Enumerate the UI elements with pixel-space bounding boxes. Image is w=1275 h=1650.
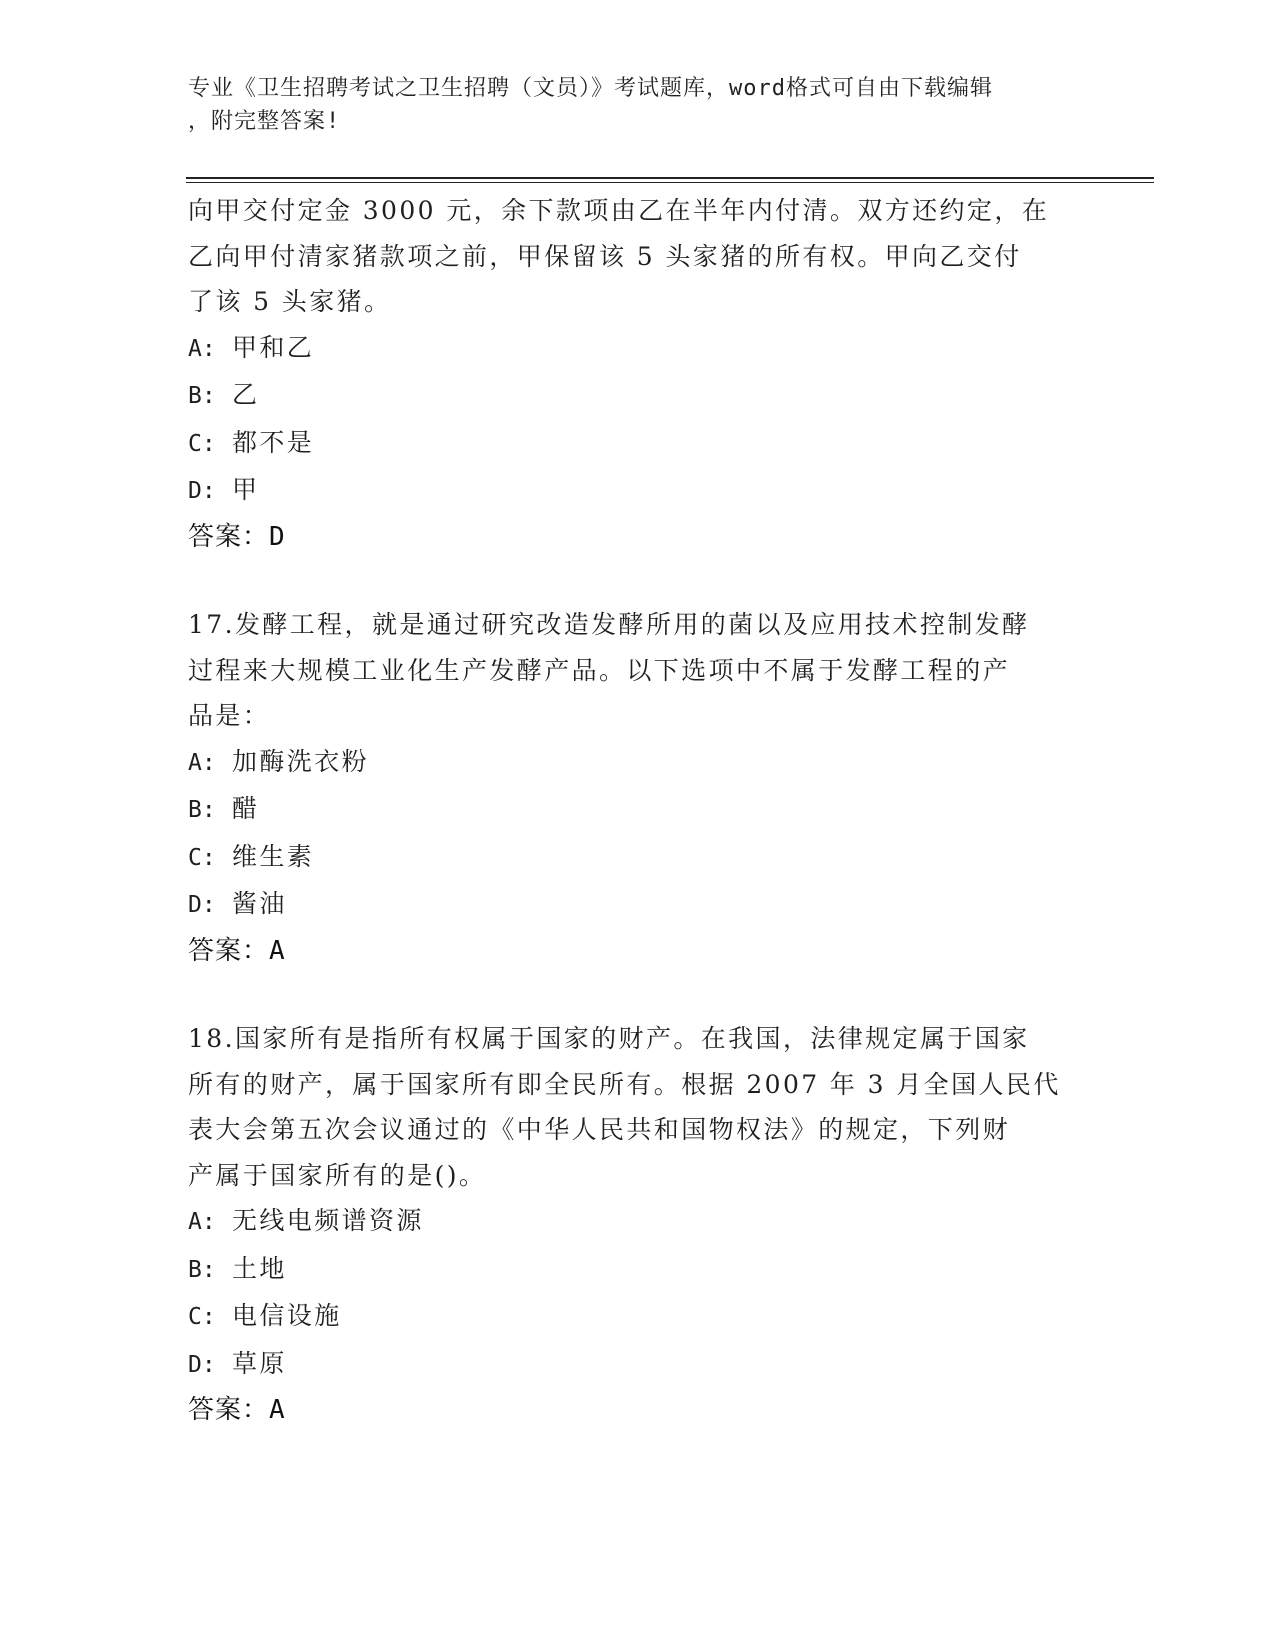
- option-text: 甲: [232, 475, 260, 504]
- option-a: [188, 1198, 1088, 1246]
- option-key: A:: [188, 335, 216, 362]
- question-text-line: 品是：: [188, 701, 271, 730]
- option-key: B:: [188, 1256, 216, 1283]
- option-text: 甲和乙: [232, 332, 315, 362]
- option-key: B:: [188, 797, 216, 823]
- document-header: [188, 72, 1068, 138]
- option-d: [188, 881, 1088, 929]
- question-text-line: 17.发酵工程，就是通过研究改造发酵所用的菌以及应用技术控制发酵: [188, 610, 1030, 639]
- option-text: 草原: [232, 1348, 287, 1378]
- header-divider-thick: [186, 177, 1154, 179]
- question-text-line: 18.国家所有是指所有权属于国家的财产。在我国，法律规定属于国家: [188, 1024, 1030, 1053]
- question-text-line: 所有的财产，属于国家所有即全民所有。根据 2007 年 3 月全国人民代: [188, 1069, 1061, 1099]
- option-text: 土地: [232, 1253, 287, 1283]
- question-text-line: 向甲交付定金 3000 元，余下款项由乙在半年内付清。双方还约定，在: [188, 196, 1050, 225]
- option-a: [188, 325, 1088, 373]
- question-block: [188, 1016, 1088, 1434]
- header-line-2: ，附完整答案!: [188, 109, 341, 134]
- question-text-line: 产属于国家所有的是()。: [188, 1160, 487, 1190]
- question-text-line: 乙向甲付清家猪款项之前，甲保留该 5 头家猪的所有权。甲向乙交付: [188, 241, 1022, 271]
- option-b: [188, 1246, 1088, 1294]
- option-b: [188, 786, 1088, 834]
- header-line-1: 专业《卫生招聘考试之卫生招聘（文员）》考试题库，word格式可自由下载编辑: [188, 76, 993, 101]
- option-text: 乙: [232, 380, 260, 409]
- option-key: D:: [188, 478, 216, 504]
- option-key: C:: [188, 844, 216, 871]
- option-b: [188, 372, 1088, 420]
- question-text-line: 了该 5 头家猪。: [188, 287, 392, 316]
- option-text: 维生素: [232, 841, 315, 871]
- question-block: [188, 188, 1088, 560]
- answer-label: 答案：: [188, 521, 270, 552]
- option-key: A:: [188, 749, 216, 776]
- option-key: C:: [188, 430, 216, 457]
- question-list: [188, 188, 1088, 1434]
- question-spacer: [188, 560, 1088, 602]
- answer-value: D: [269, 521, 286, 552]
- question-text-line: 表大会第五次会议通过的《中华人民共和国物权法》的规定，下列财: [188, 1115, 1011, 1144]
- question-block: [188, 602, 1088, 974]
- option-key: D:: [188, 1351, 216, 1378]
- question-spacer: [188, 974, 1088, 1016]
- answer-line: [188, 1388, 1088, 1434]
- header-divider-thin: [186, 182, 1154, 183]
- option-text: 醋: [232, 794, 260, 823]
- answer-value: A: [269, 1395, 286, 1425]
- option-c: [188, 834, 1088, 882]
- answer-line: [188, 929, 1088, 975]
- option-text: 酱油: [232, 889, 287, 918]
- option-key: D:: [188, 892, 216, 918]
- option-text: 加酶洗衣粉: [232, 746, 370, 776]
- option-a: [188, 739, 1088, 787]
- option-text: 电信设施: [232, 1301, 342, 1330]
- answer-value: A: [269, 935, 286, 966]
- answer-label: 答案：: [188, 1395, 270, 1425]
- answer-label: 答案：: [188, 935, 270, 966]
- option-text: 都不是: [232, 427, 315, 457]
- option-c: [188, 1293, 1088, 1341]
- option-d: [188, 467, 1088, 515]
- option-d: [188, 1341, 1088, 1389]
- option-key: B:: [188, 383, 216, 409]
- option-text: 无线电频谱资源: [232, 1206, 424, 1235]
- question-text-line: 过程来大规模工业化生产发酵产品。以下选项中不属于发酵工程的产: [188, 655, 1011, 685]
- option-key: C:: [188, 1304, 216, 1330]
- option-c: [188, 420, 1088, 468]
- answer-line: [188, 515, 1088, 561]
- option-key: A:: [188, 1209, 216, 1235]
